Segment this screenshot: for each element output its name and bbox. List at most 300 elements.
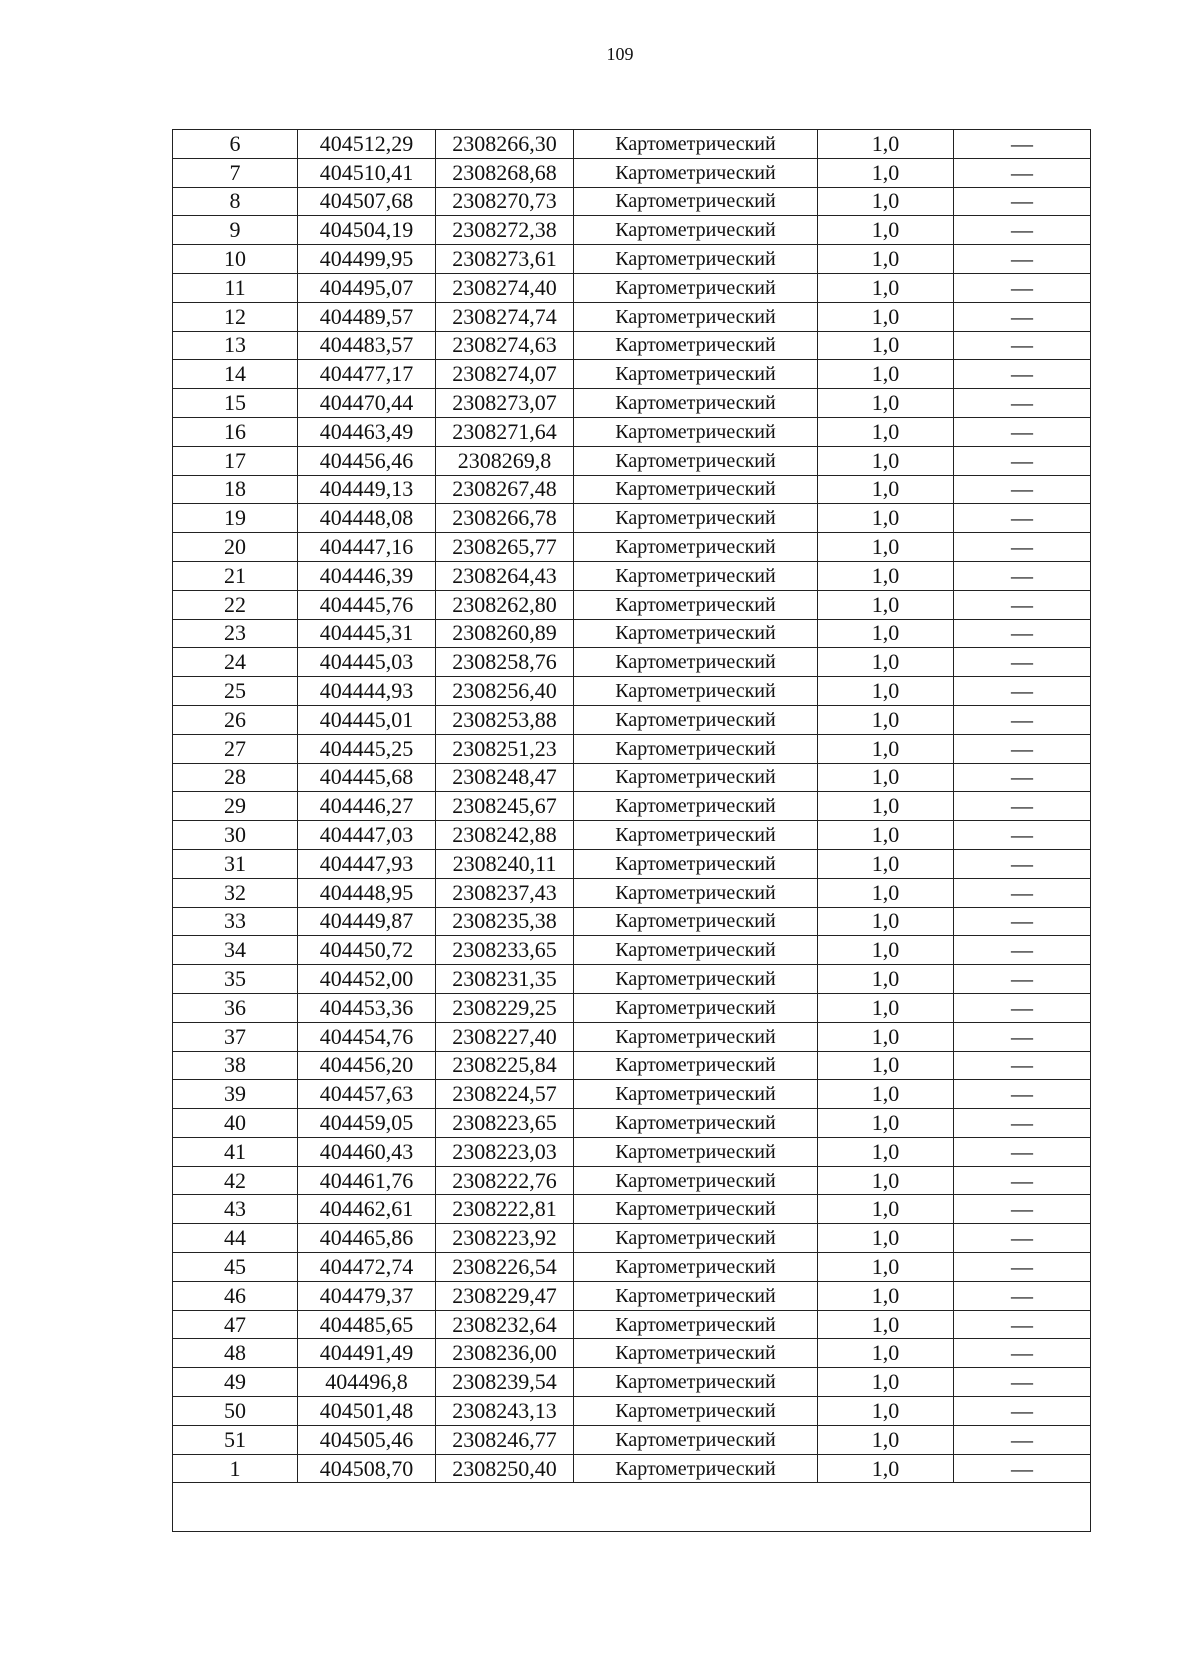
table-row <box>173 1253 1091 1282</box>
table-row <box>173 965 1091 994</box>
method-cell: Картометрический <box>574 1166 818 1195</box>
accuracy-cell: 1,0 <box>818 1022 954 1051</box>
table-row <box>173 792 1091 821</box>
point-number-cell: 17 <box>173 446 298 475</box>
coordinates-table <box>172 129 1091 1532</box>
y-coordinate-cell: 2308225,84 <box>436 1051 574 1080</box>
point-number-cell: 45 <box>173 1253 298 1282</box>
x-coordinate-cell: 404445,01 <box>298 705 436 734</box>
y-coordinate-cell: 2308232,64 <box>436 1310 574 1339</box>
method-cell: Картометрический <box>574 533 818 562</box>
table-row <box>173 590 1091 619</box>
description-cell: — <box>954 878 1091 907</box>
x-coordinate-cell: 404449,87 <box>298 907 436 936</box>
x-coordinate-cell: 404456,20 <box>298 1051 436 1080</box>
accuracy-cell: 1,0 <box>818 763 954 792</box>
accuracy-cell: 1,0 <box>818 302 954 331</box>
point-number-cell: 39 <box>173 1080 298 1109</box>
x-coordinate-cell: 404453,36 <box>298 993 436 1022</box>
accuracy-cell: 1,0 <box>818 533 954 562</box>
description-cell: — <box>954 130 1091 159</box>
x-coordinate-cell: 404454,76 <box>298 1022 436 1051</box>
description-cell: — <box>954 475 1091 504</box>
x-coordinate-cell: 404499,95 <box>298 245 436 274</box>
method-cell: Картометрический <box>574 907 818 936</box>
accuracy-cell: 1,0 <box>818 1224 954 1253</box>
accuracy-cell: 1,0 <box>818 475 954 504</box>
table-row <box>173 1281 1091 1310</box>
description-cell: — <box>954 1368 1091 1397</box>
table-row <box>173 1310 1091 1339</box>
point-number-cell: 12 <box>173 302 298 331</box>
description-cell: — <box>954 1281 1091 1310</box>
y-coordinate-cell: 2308273,07 <box>436 389 574 418</box>
description-cell: — <box>954 677 1091 706</box>
accuracy-cell: 1,0 <box>818 705 954 734</box>
accuracy-cell: 1,0 <box>818 187 954 216</box>
y-coordinate-cell: 2308226,54 <box>436 1253 574 1282</box>
point-number-cell: 6 <box>173 130 298 159</box>
point-number-cell: 43 <box>173 1195 298 1224</box>
accuracy-cell: 1,0 <box>818 1166 954 1195</box>
method-cell: Картометрический <box>574 1195 818 1224</box>
method-cell: Картометрический <box>574 648 818 677</box>
point-number-cell: 36 <box>173 993 298 1022</box>
point-number-cell: 18 <box>173 475 298 504</box>
method-cell: Картометрический <box>574 417 818 446</box>
point-number-cell: 9 <box>173 216 298 245</box>
method-cell: Картометрический <box>574 1080 818 1109</box>
table-row <box>173 1137 1091 1166</box>
table-row <box>173 130 1091 159</box>
method-cell: Картометрический <box>574 821 818 850</box>
x-coordinate-cell: 404508,70 <box>298 1454 436 1483</box>
x-coordinate-cell: 404501,48 <box>298 1397 436 1426</box>
table-row <box>173 734 1091 763</box>
description-cell: — <box>954 1425 1091 1454</box>
method-cell: Картометрический <box>574 389 818 418</box>
description-cell: — <box>954 446 1091 475</box>
x-coordinate-cell: 404445,68 <box>298 763 436 792</box>
accuracy-cell: 1,0 <box>818 907 954 936</box>
table-row <box>173 878 1091 907</box>
accuracy-cell: 1,0 <box>818 1080 954 1109</box>
method-cell: Картометрический <box>574 792 818 821</box>
x-coordinate-cell: 404445,03 <box>298 648 436 677</box>
method-cell: Картометрический <box>574 1051 818 1080</box>
y-coordinate-cell: 2308272,38 <box>436 216 574 245</box>
description-cell: — <box>954 504 1091 533</box>
x-coordinate-cell: 404459,05 <box>298 1109 436 1138</box>
x-coordinate-cell: 404505,46 <box>298 1425 436 1454</box>
point-number-cell: 41 <box>173 1137 298 1166</box>
accuracy-cell: 1,0 <box>818 936 954 965</box>
table-row <box>173 648 1091 677</box>
page-number: 109 <box>606 44 634 64</box>
method-cell: Картометрический <box>574 590 818 619</box>
table-row <box>173 936 1091 965</box>
table-row <box>173 533 1091 562</box>
accuracy-cell: 1,0 <box>818 648 954 677</box>
accuracy-cell: 1,0 <box>818 821 954 850</box>
method-cell: Картометрический <box>574 446 818 475</box>
method-cell: Картометрический <box>574 878 818 907</box>
description-cell: — <box>954 1080 1091 1109</box>
description-cell: — <box>954 821 1091 850</box>
y-coordinate-cell: 2308223,03 <box>436 1137 574 1166</box>
y-coordinate-cell: 2308235,38 <box>436 907 574 936</box>
table-row <box>173 475 1091 504</box>
y-coordinate-cell: 2308258,76 <box>436 648 574 677</box>
description-cell: — <box>954 907 1091 936</box>
accuracy-cell: 1,0 <box>818 561 954 590</box>
description-cell: — <box>954 158 1091 187</box>
y-coordinate-cell: 2308223,65 <box>436 1109 574 1138</box>
accuracy-cell: 1,0 <box>818 590 954 619</box>
point-number-cell: 11 <box>173 273 298 302</box>
method-cell: Картометрический <box>574 1109 818 1138</box>
description-cell: — <box>954 360 1091 389</box>
description-cell: — <box>954 187 1091 216</box>
point-number-cell: 10 <box>173 245 298 274</box>
accuracy-cell: 1,0 <box>818 849 954 878</box>
y-coordinate-cell: 2308237,43 <box>436 878 574 907</box>
point-number-cell: 1 <box>173 1454 298 1483</box>
x-coordinate-cell: 404463,49 <box>298 417 436 446</box>
point-number-cell: 44 <box>173 1224 298 1253</box>
accuracy-cell: 1,0 <box>818 1253 954 1282</box>
y-coordinate-cell: 2308271,64 <box>436 417 574 446</box>
method-cell: Картометрический <box>574 1368 818 1397</box>
description-cell: — <box>954 302 1091 331</box>
x-coordinate-cell: 404510,41 <box>298 158 436 187</box>
accuracy-cell: 1,0 <box>818 1454 954 1483</box>
method-cell: Картометрический <box>574 993 818 1022</box>
description-cell: — <box>954 533 1091 562</box>
accuracy-cell: 1,0 <box>818 1310 954 1339</box>
y-coordinate-cell: 2308274,07 <box>436 360 574 389</box>
x-coordinate-cell: 404483,57 <box>298 331 436 360</box>
method-cell: Картометрический <box>574 1224 818 1253</box>
y-coordinate-cell: 2308264,43 <box>436 561 574 590</box>
table-row <box>173 677 1091 706</box>
coordinates-table-body <box>173 130 1091 1532</box>
y-coordinate-cell: 2308222,76 <box>436 1166 574 1195</box>
y-coordinate-cell: 2308224,57 <box>436 1080 574 1109</box>
x-coordinate-cell: 404445,25 <box>298 734 436 763</box>
point-number-cell: 46 <box>173 1281 298 1310</box>
table-row <box>173 1339 1091 1368</box>
point-number-cell: 50 <box>173 1397 298 1426</box>
y-coordinate-cell: 2308245,67 <box>436 792 574 821</box>
x-coordinate-cell: 404477,17 <box>298 360 436 389</box>
accuracy-cell: 1,0 <box>818 1281 954 1310</box>
description-cell: — <box>954 1195 1091 1224</box>
accuracy-cell: 1,0 <box>818 1425 954 1454</box>
method-cell: Картометрический <box>574 273 818 302</box>
description-cell: — <box>954 1022 1091 1051</box>
point-number-cell: 35 <box>173 965 298 994</box>
table-row <box>173 993 1091 1022</box>
x-coordinate-cell: 404496,8 <box>298 1368 436 1397</box>
x-coordinate-cell: 404447,16 <box>298 533 436 562</box>
x-coordinate-cell: 404491,49 <box>298 1339 436 1368</box>
table-row <box>173 504 1091 533</box>
method-cell: Картометрический <box>574 1022 818 1051</box>
x-coordinate-cell: 404507,68 <box>298 187 436 216</box>
accuracy-cell: 1,0 <box>818 1339 954 1368</box>
empty-cell <box>173 1483 1091 1532</box>
y-coordinate-cell: 2308266,30 <box>436 130 574 159</box>
point-number-cell: 14 <box>173 360 298 389</box>
table-row <box>173 1022 1091 1051</box>
description-cell: — <box>954 245 1091 274</box>
x-coordinate-cell: 404512,29 <box>298 130 436 159</box>
y-coordinate-cell: 2308229,47 <box>436 1281 574 1310</box>
y-coordinate-cell: 2308250,40 <box>436 1454 574 1483</box>
y-coordinate-cell: 2308262,80 <box>436 590 574 619</box>
x-coordinate-cell: 404462,61 <box>298 1195 436 1224</box>
method-cell: Картометрический <box>574 1425 818 1454</box>
table-row <box>173 1166 1091 1195</box>
table-row <box>173 907 1091 936</box>
table-row <box>173 1224 1091 1253</box>
x-coordinate-cell: 404470,44 <box>298 389 436 418</box>
method-cell: Картометрический <box>574 475 818 504</box>
x-coordinate-cell: 404460,43 <box>298 1137 436 1166</box>
description-cell: — <box>954 1310 1091 1339</box>
x-coordinate-cell: 404450,72 <box>298 936 436 965</box>
method-cell: Картометрический <box>574 849 818 878</box>
table-row <box>173 561 1091 590</box>
table-row <box>173 446 1091 475</box>
point-number-cell: 37 <box>173 1022 298 1051</box>
y-coordinate-cell: 2308260,89 <box>436 619 574 648</box>
point-number-cell: 31 <box>173 849 298 878</box>
y-coordinate-cell: 2308274,74 <box>436 302 574 331</box>
accuracy-cell: 1,0 <box>818 1195 954 1224</box>
table-row <box>173 1109 1091 1138</box>
point-number-cell: 33 <box>173 907 298 936</box>
y-coordinate-cell: 2308223,92 <box>436 1224 574 1253</box>
description-cell: — <box>954 1109 1091 1138</box>
table-row <box>173 417 1091 446</box>
point-number-cell: 42 <box>173 1166 298 1195</box>
point-number-cell: 32 <box>173 878 298 907</box>
x-coordinate-cell: 404495,07 <box>298 273 436 302</box>
table-row <box>173 331 1091 360</box>
x-coordinate-cell: 404447,93 <box>298 849 436 878</box>
y-coordinate-cell: 2308248,47 <box>436 763 574 792</box>
point-number-cell: 13 <box>173 331 298 360</box>
y-coordinate-cell: 2308270,73 <box>436 187 574 216</box>
empty-row <box>173 1483 1091 1532</box>
y-coordinate-cell: 2308266,78 <box>436 504 574 533</box>
x-coordinate-cell: 404446,27 <box>298 792 436 821</box>
y-coordinate-cell: 2308243,13 <box>436 1397 574 1426</box>
description-cell: — <box>954 417 1091 446</box>
table-row <box>173 1051 1091 1080</box>
method-cell: Картометрический <box>574 936 818 965</box>
accuracy-cell: 1,0 <box>818 1397 954 1426</box>
point-number-cell: 20 <box>173 533 298 562</box>
accuracy-cell: 1,0 <box>818 734 954 763</box>
description-cell: — <box>954 216 1091 245</box>
method-cell: Картометрический <box>574 1454 818 1483</box>
table-row <box>173 821 1091 850</box>
accuracy-cell: 1,0 <box>818 1051 954 1080</box>
method-cell: Картометрический <box>574 1310 818 1339</box>
y-coordinate-cell: 2308274,63 <box>436 331 574 360</box>
accuracy-cell: 1,0 <box>818 965 954 994</box>
method-cell: Картометрический <box>574 130 818 159</box>
accuracy-cell: 1,0 <box>818 273 954 302</box>
method-cell: Картометрический <box>574 763 818 792</box>
table-row <box>173 705 1091 734</box>
point-number-cell: 40 <box>173 1109 298 1138</box>
description-cell: — <box>954 734 1091 763</box>
x-coordinate-cell: 404489,57 <box>298 302 436 331</box>
point-number-cell: 47 <box>173 1310 298 1339</box>
x-coordinate-cell: 404461,76 <box>298 1166 436 1195</box>
accuracy-cell: 1,0 <box>818 245 954 274</box>
point-number-cell: 24 <box>173 648 298 677</box>
method-cell: Картометрический <box>574 216 818 245</box>
accuracy-cell: 1,0 <box>818 504 954 533</box>
y-coordinate-cell: 2308222,81 <box>436 1195 574 1224</box>
accuracy-cell: 1,0 <box>818 1109 954 1138</box>
y-coordinate-cell: 2308273,61 <box>436 245 574 274</box>
x-coordinate-cell: 404448,95 <box>298 878 436 907</box>
accuracy-cell: 1,0 <box>818 417 954 446</box>
description-cell: — <box>954 965 1091 994</box>
description-cell: — <box>954 590 1091 619</box>
y-coordinate-cell: 2308267,48 <box>436 475 574 504</box>
x-coordinate-cell: 404445,31 <box>298 619 436 648</box>
x-coordinate-cell: 404446,39 <box>298 561 436 590</box>
y-coordinate-cell: 2308251,23 <box>436 734 574 763</box>
accuracy-cell: 1,0 <box>818 619 954 648</box>
description-cell: — <box>954 648 1091 677</box>
accuracy-cell: 1,0 <box>818 389 954 418</box>
accuracy-cell: 1,0 <box>818 216 954 245</box>
table-row <box>173 1080 1091 1109</box>
y-coordinate-cell: 2308240,11 <box>436 849 574 878</box>
point-number-cell: 7 <box>173 158 298 187</box>
method-cell: Картометрический <box>574 734 818 763</box>
accuracy-cell: 1,0 <box>818 1368 954 1397</box>
description-cell: — <box>954 1253 1091 1282</box>
method-cell: Картометрический <box>574 187 818 216</box>
table-row <box>173 763 1091 792</box>
table-row <box>173 1454 1091 1483</box>
x-coordinate-cell: 404456,46 <box>298 446 436 475</box>
point-number-cell: 8 <box>173 187 298 216</box>
table-row <box>173 273 1091 302</box>
method-cell: Картометрический <box>574 619 818 648</box>
x-coordinate-cell: 404504,19 <box>298 216 436 245</box>
method-cell: Картометрический <box>574 1339 818 1368</box>
y-coordinate-cell: 2308239,54 <box>436 1368 574 1397</box>
description-cell: — <box>954 792 1091 821</box>
table-row <box>173 1397 1091 1426</box>
method-cell: Картометрический <box>574 302 818 331</box>
y-coordinate-cell: 2308227,40 <box>436 1022 574 1051</box>
table-row <box>173 1368 1091 1397</box>
method-cell: Картометрический <box>574 504 818 533</box>
table-row <box>173 187 1091 216</box>
table-row <box>173 1195 1091 1224</box>
y-coordinate-cell: 2308229,25 <box>436 993 574 1022</box>
x-coordinate-cell: 404472,74 <box>298 1253 436 1282</box>
method-cell: Картометрический <box>574 245 818 274</box>
point-number-cell: 49 <box>173 1368 298 1397</box>
y-coordinate-cell: 2308265,77 <box>436 533 574 562</box>
y-coordinate-cell: 2308268,68 <box>436 158 574 187</box>
description-cell: — <box>954 705 1091 734</box>
description-cell: — <box>954 763 1091 792</box>
x-coordinate-cell: 404448,08 <box>298 504 436 533</box>
point-number-cell: 26 <box>173 705 298 734</box>
description-cell: — <box>954 936 1091 965</box>
table-row <box>173 245 1091 274</box>
method-cell: Картометрический <box>574 1137 818 1166</box>
accuracy-cell: 1,0 <box>818 878 954 907</box>
accuracy-cell: 1,0 <box>818 677 954 706</box>
description-cell: — <box>954 561 1091 590</box>
description-cell: — <box>954 1454 1091 1483</box>
point-number-cell: 51 <box>173 1425 298 1454</box>
description-cell: — <box>954 993 1091 1022</box>
y-coordinate-cell: 2308253,88 <box>436 705 574 734</box>
x-coordinate-cell: 404449,13 <box>298 475 436 504</box>
point-number-cell: 29 <box>173 792 298 821</box>
description-cell: — <box>954 273 1091 302</box>
point-number-cell: 25 <box>173 677 298 706</box>
method-cell: Картометрический <box>574 1397 818 1426</box>
y-coordinate-cell: 2308269,8 <box>436 446 574 475</box>
method-cell: Картометрический <box>574 331 818 360</box>
x-coordinate-cell: 404465,86 <box>298 1224 436 1253</box>
point-number-cell: 38 <box>173 1051 298 1080</box>
point-number-cell: 16 <box>173 417 298 446</box>
method-cell: Картометрический <box>574 360 818 389</box>
table-row <box>173 1425 1091 1454</box>
description-cell: — <box>954 849 1091 878</box>
table-row <box>173 360 1091 389</box>
description-cell: — <box>954 331 1091 360</box>
point-number-cell: 28 <box>173 763 298 792</box>
point-number-cell: 19 <box>173 504 298 533</box>
y-coordinate-cell: 2308274,40 <box>436 273 574 302</box>
point-number-cell: 15 <box>173 389 298 418</box>
point-number-cell: 22 <box>173 590 298 619</box>
accuracy-cell: 1,0 <box>818 331 954 360</box>
accuracy-cell: 1,0 <box>818 360 954 389</box>
description-cell: — <box>954 1224 1091 1253</box>
accuracy-cell: 1,0 <box>818 792 954 821</box>
method-cell: Картометрический <box>574 1253 818 1282</box>
x-coordinate-cell: 404479,37 <box>298 1281 436 1310</box>
y-coordinate-cell: 2308233,65 <box>436 936 574 965</box>
x-coordinate-cell: 404445,76 <box>298 590 436 619</box>
table-row <box>173 216 1091 245</box>
point-number-cell: 23 <box>173 619 298 648</box>
accuracy-cell: 1,0 <box>818 1137 954 1166</box>
x-coordinate-cell: 404444,93 <box>298 677 436 706</box>
method-cell: Картометрический <box>574 158 818 187</box>
point-number-cell: 48 <box>173 1339 298 1368</box>
